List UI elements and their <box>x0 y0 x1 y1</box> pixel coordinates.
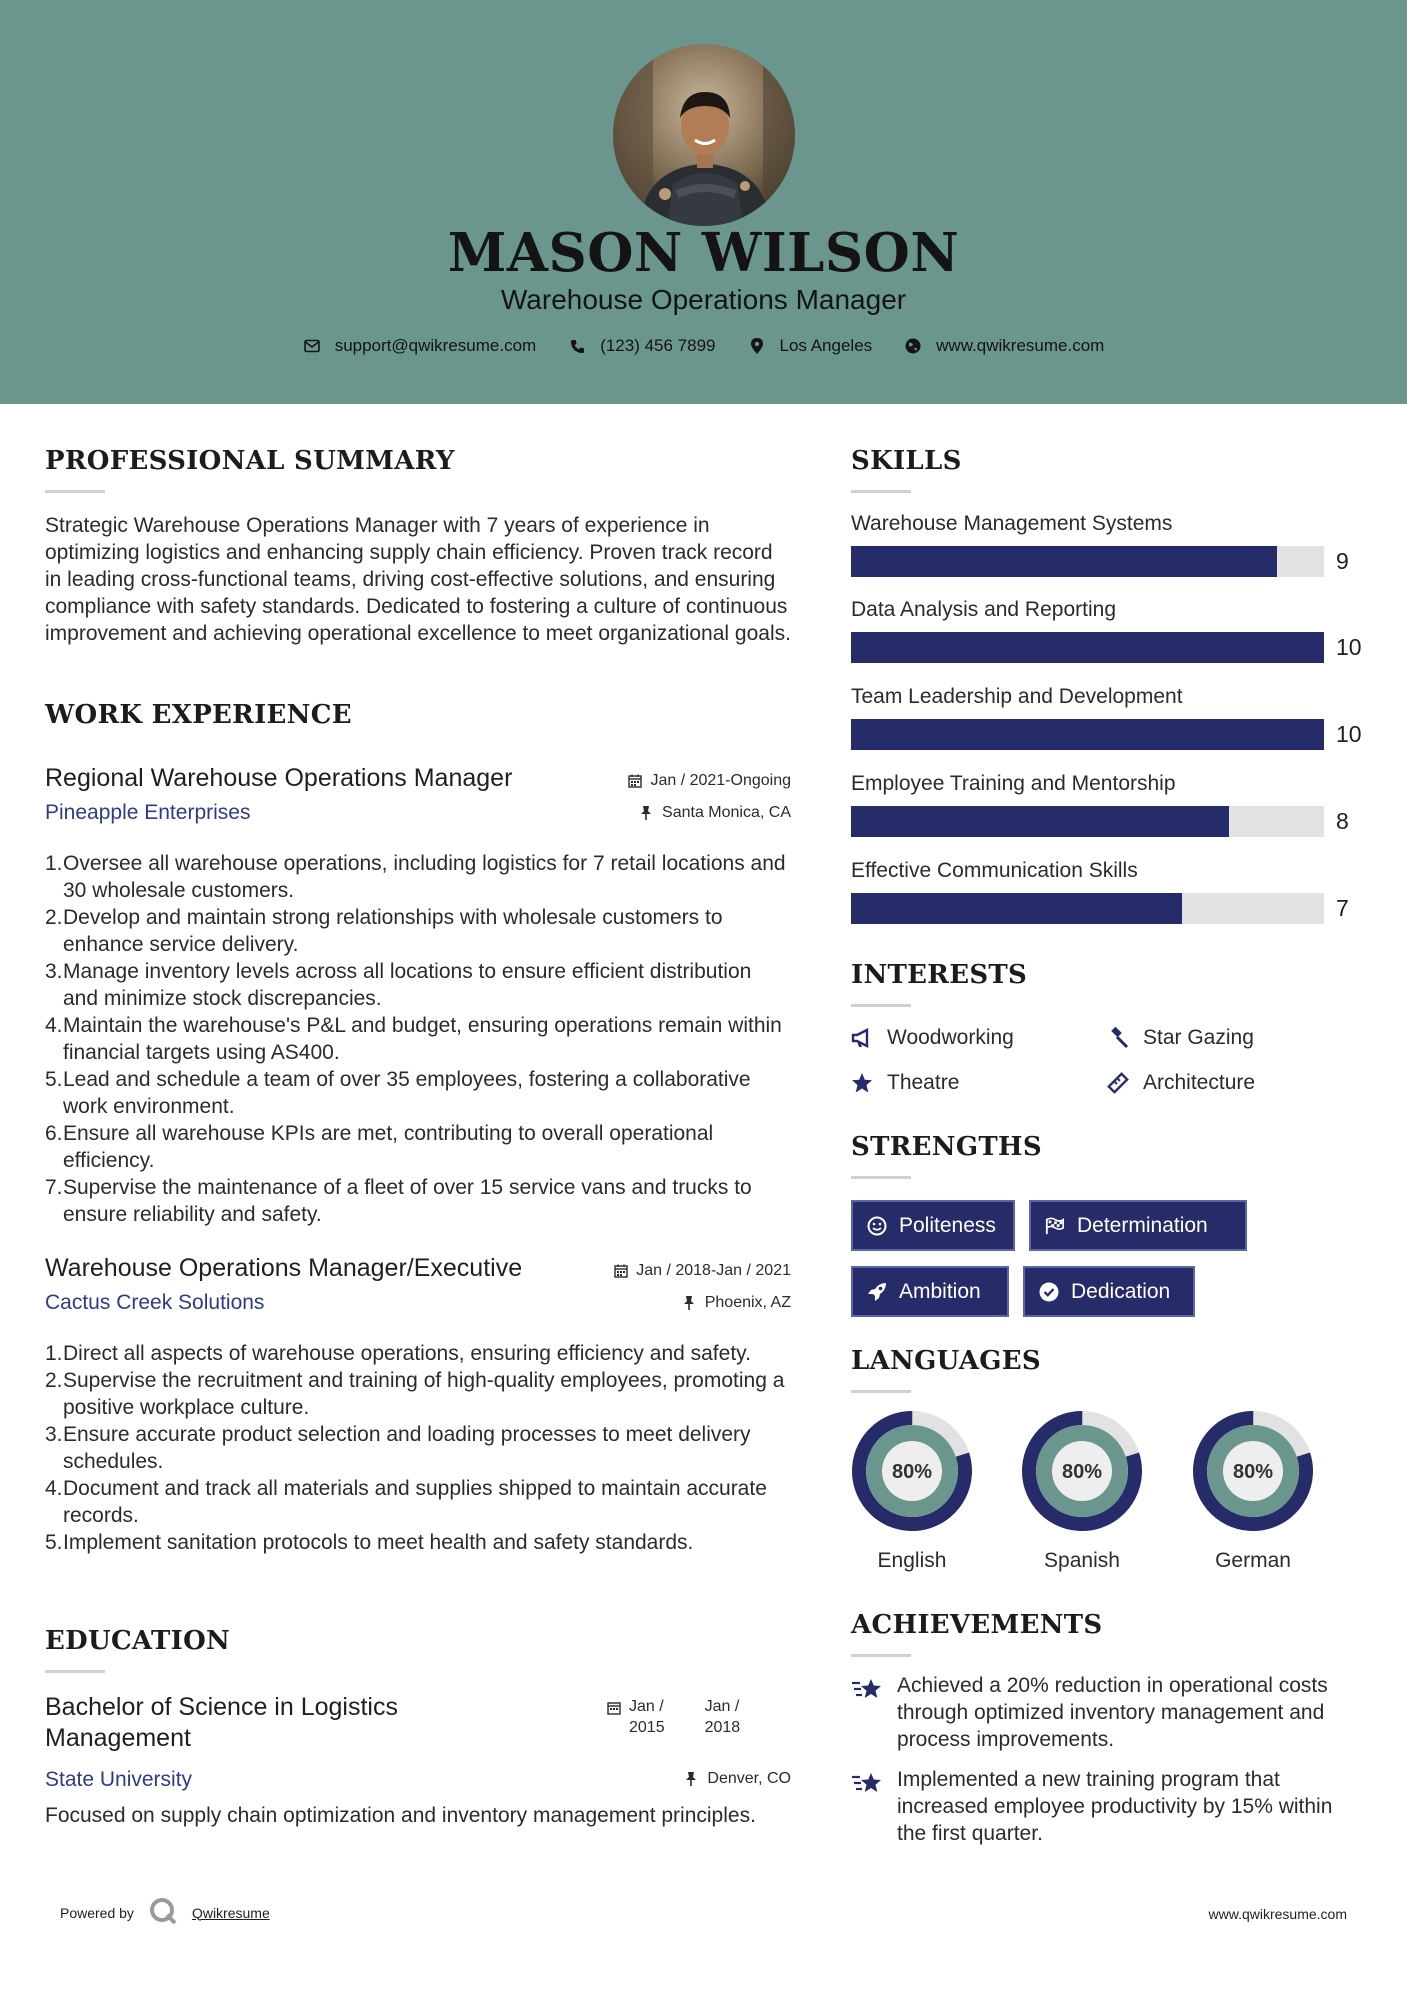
interests-section <box>851 960 1027 1007</box>
education-location <box>685 1770 791 1788</box>
education-section <box>45 1626 230 1673</box>
language-percent: 80% <box>891 1461 933 1483</box>
section-title-skills: SKILLS <box>851 446 962 476</box>
globe-icon <box>904 337 922 355</box>
section-divider <box>851 1004 911 1007</box>
pushpin-icon <box>683 1296 697 1310</box>
map-pin-icon <box>748 337 766 355</box>
summary-section <box>45 446 455 493</box>
candidate-name: MASON WILSON <box>447 222 960 284</box>
skill-bar <box>851 806 1324 837</box>
strength-label: Determination <box>1077 1213 1208 1237</box>
duty-item: 3. Ensure accurate product selection and loading processes to meet delivery schedules. <box>45 1423 751 1473</box>
interest-label: Woodworking <box>887 1026 1014 1049</box>
duty-item: 2. Develop and maintain strong relationships with wholesale customers to enhance service delivery. <box>45 906 723 956</box>
smile-icon <box>867 1216 887 1236</box>
duty-item: 1. Direct all aspects of warehouse operations, ensuring efficiency and safety. <box>45 1342 751 1365</box>
interest-item <box>1107 1071 1255 1095</box>
achievement-text: Achieved a 20% reduction in operational costs through optimized inventory management and process improvements. <box>897 1674 1328 1751</box>
powered-by-text: Powered by <box>60 1904 134 1921</box>
degree-title: Bachelor of Science in Logistics Management <box>45 1693 398 1752</box>
email-text[interactable]: support@qwikresume.com <box>334 336 537 355</box>
section-divider <box>45 490 105 493</box>
duty-item: 1. Oversee all warehouse operations, including logistics for 7 retail locations and 30 wholesale customers. <box>45 852 786 902</box>
duty-item: 6. Ensure all warehouse KPIs are met, contributing to overall operational efficiency. <box>45 1122 714 1172</box>
contact-phone[interactable] <box>568 336 715 356</box>
job-location <box>640 804 791 822</box>
language-ring <box>1192 1410 1314 1532</box>
strength-badge <box>1029 1200 1247 1251</box>
language-name: German <box>1215 1549 1291 1572</box>
job-location-text: Santa Monica, CA <box>662 804 791 821</box>
skill-item <box>851 685 1363 747</box>
location-text: Los Angeles <box>779 336 873 355</box>
skill-bar <box>851 546 1324 577</box>
skill-item <box>851 859 1363 921</box>
calendar-icon <box>607 1700 621 1714</box>
interest-item <box>1107 1026 1254 1050</box>
section-title-experience: WORK EXPERIENCE <box>45 700 352 730</box>
language-name: Spanish <box>1044 1549 1120 1572</box>
strength-label: Ambition <box>899 1279 981 1303</box>
job-date <box>614 1262 791 1280</box>
skill-bar <box>851 893 1324 924</box>
skill-item <box>851 512 1363 574</box>
section-title-interests: INTERESTS <box>851 960 1028 990</box>
language-item <box>851 1410 973 1573</box>
pushpin-icon <box>685 1772 699 1786</box>
job-date-text: Jan / 2018-Jan / 2021 <box>636 1262 791 1279</box>
megaphone-icon <box>851 1027 873 1049</box>
profile-photo <box>613 44 795 226</box>
shooting-star-icon <box>851 1768 885 1798</box>
achievement-text: Implemented a new training program that increased employee productivity by 15% within the first quarter. <box>897 1768 1333 1845</box>
section-divider <box>45 1670 105 1673</box>
contact-location <box>748 336 873 356</box>
star-icon <box>851 1072 873 1094</box>
flag-icon <box>1045 1216 1065 1236</box>
language-percent: 80% <box>1232 1461 1274 1483</box>
interest-item <box>851 1071 959 1095</box>
qwikresume-logo-icon <box>148 1896 178 1929</box>
section-title-summary: PROFESSIONAL SUMMARY <box>45 446 455 476</box>
language-item <box>1192 1410 1314 1573</box>
job-location-text: Phoenix, AZ <box>704 1294 791 1311</box>
skill-item <box>851 772 1363 834</box>
summary-text: Strategic Warehouse Operations Manager with 7 years of experience in optimizing logistics and enhancing supply chain efficiency. Proven track record in leading cross-functional teams, driving cost-effective solutions, and ensuring compliance with safety standards. Dedicated to fostering a culture of continuous improvement and achieving operational excellence to meet organizational goals. <box>45 514 791 645</box>
skills-section <box>851 446 962 493</box>
job-company: Pineapple Enterprises <box>45 801 251 824</box>
school-name: State University <box>45 1768 193 1791</box>
strength-label: Dedication <box>1071 1279 1171 1303</box>
education-location-text: Denver, CO <box>707 1770 791 1787</box>
skill-name: Data Analysis and Reporting <box>851 598 1116 621</box>
skill-bar <box>851 632 1324 663</box>
duty-item: 7. Supervise the maintenance of a fleet of over 15 service vans and trucks to ensure reliability and safety. <box>45 1176 752 1226</box>
skill-name: Effective Communication Skills <box>851 859 1138 882</box>
shooting-star-icon <box>851 1674 885 1704</box>
skill-bar-fill <box>851 806 1229 837</box>
skill-bar-fill <box>851 893 1182 924</box>
education-description: Focused on supply chain optimization and inventory management principles. <box>45 1804 756 1827</box>
language-name: English <box>877 1549 947 1572</box>
calendar-icon <box>628 774 642 788</box>
duty-list <box>45 1340 791 1556</box>
skill-value: 9 <box>1336 548 1349 574</box>
job-date <box>628 772 791 790</box>
section-divider <box>851 1390 911 1393</box>
skill-bar-fill <box>851 546 1277 577</box>
skill-name: Employee Training and Mentorship <box>851 772 1176 795</box>
job-date-text: Jan / 2021-Ongoing <box>650 772 791 789</box>
achievement-item <box>851 1672 1363 1753</box>
candidate-role: Warehouse Operations Manager <box>500 284 907 315</box>
section-title-languages: LANGUAGES <box>851 1346 1041 1376</box>
skill-value: 8 <box>1336 808 1349 834</box>
header-band <box>0 0 1407 404</box>
contact-bar <box>0 336 1407 356</box>
footer-website[interactable]: www.qwikresume.com <box>1208 1906 1347 1922</box>
skill-bar <box>851 719 1324 750</box>
interest-item <box>851 1026 1014 1050</box>
envelope-icon <box>303 337 321 355</box>
skill-value: 7 <box>1336 895 1349 921</box>
skill-name: Team Leadership and Development <box>851 685 1183 708</box>
education-start: Jan / 2015 <box>629 1698 665 1736</box>
education-entry <box>45 1692 791 1827</box>
section-divider <box>851 1654 911 1657</box>
section-divider <box>851 1176 911 1179</box>
pushpin-icon <box>640 806 654 820</box>
language-ring <box>1021 1410 1143 1532</box>
interest-label: Theatre <box>887 1071 960 1094</box>
job-title: Warehouse Operations Manager/Executive <box>45 1254 523 1282</box>
phone-icon <box>568 337 586 355</box>
contact-email[interactable] <box>303 336 537 356</box>
check-circle-icon <box>1039 1282 1059 1302</box>
duty-item: 5. Implement sanitation protocols to meet health and safety standards. <box>45 1531 694 1554</box>
duty-item: 4. Maintain the warehouse's P&L and budget, ensuring operations remain within financial targets using AS400. <box>45 1014 782 1064</box>
strength-label: Politeness <box>899 1213 996 1237</box>
phone-text[interactable]: (123) 456 7899 <box>600 336 716 355</box>
website-text[interactable]: www.qwikresume.com <box>936 336 1105 355</box>
duty-list <box>45 850 791 1228</box>
duty-item: 4. Document and track all materials and supplies shipped to maintain accurate records. <box>45 1477 767 1527</box>
section-title-strengths: STRENGTHS <box>851 1132 1042 1162</box>
skill-name: Warehouse Management Systems <box>851 512 1173 535</box>
education-dates <box>607 1696 780 1738</box>
skill-value: 10 <box>1336 634 1362 660</box>
duty-item: 3. Manage inventory levels across all locations to ensure efficient distribution and minimize stock discrepancies. <box>45 960 752 1010</box>
skill-value: 10 <box>1336 721 1362 747</box>
skill-bar-fill <box>851 719 1324 750</box>
strengths-section <box>851 1132 1042 1179</box>
calendar-icon <box>614 1264 628 1278</box>
language-ring <box>851 1410 973 1532</box>
interest-label: Architecture <box>1143 1071 1256 1094</box>
interest-label: Star Gazing <box>1143 1026 1254 1049</box>
job-entry <box>45 764 791 1228</box>
languages-section <box>851 1346 1041 1393</box>
strength-badge <box>1023 1266 1195 1317</box>
strength-badge <box>851 1200 1015 1251</box>
section-title-achievements: ACHIEVEMENTS <box>851 1610 1103 1640</box>
language-item <box>1021 1410 1143 1573</box>
ruler-icon <box>1107 1072 1129 1094</box>
job-title: Regional Warehouse Operations Manager <box>45 764 513 792</box>
duty-item: 5. Lead and schedule a team of over 35 employees, fostering a collaborative work environment. <box>45 1068 751 1118</box>
footer-powered-by <box>60 1896 270 1929</box>
achievements-section <box>851 1610 1103 1657</box>
experience-section <box>45 700 352 730</box>
job-entry <box>45 1254 791 1556</box>
duty-item: 2. Supervise the recruitment and training of high-quality employees, promoting a positive workplace culture. <box>45 1369 785 1419</box>
education-end: Jan / 2018 <box>704 1698 741 1736</box>
section-divider <box>851 490 911 493</box>
contact-website[interactable] <box>904 336 1104 356</box>
rocket-icon <box>867 1282 887 1302</box>
skill-item <box>851 598 1363 660</box>
language-percent: 80% <box>1061 1461 1103 1483</box>
job-company: Cactus Creek Solutions <box>45 1291 265 1314</box>
gavel-icon <box>1107 1027 1129 1049</box>
section-title-education: EDUCATION <box>45 1626 231 1656</box>
skill-bar-fill <box>851 632 1324 663</box>
qwikresume-link[interactable]: Qwikresume <box>191 1904 270 1921</box>
job-location <box>683 1294 791 1312</box>
strength-badge <box>851 1266 1009 1317</box>
achievement-item <box>851 1766 1363 1847</box>
